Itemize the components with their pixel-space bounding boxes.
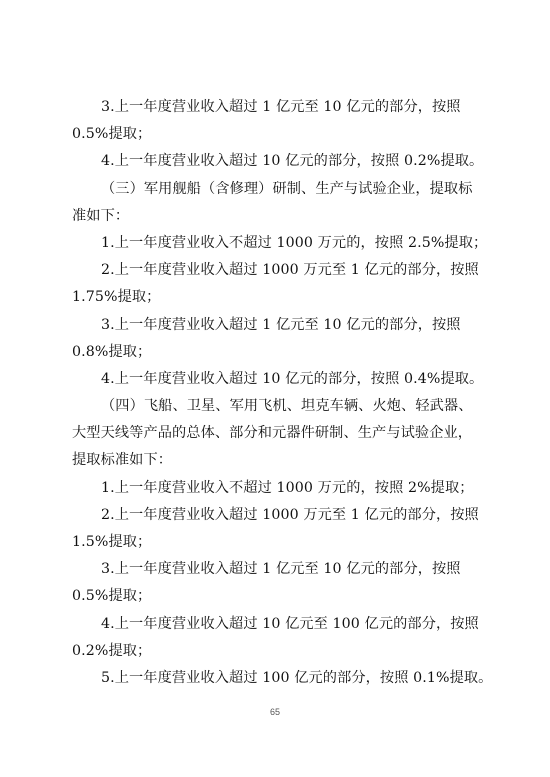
text-line: 3.上一年度营业收入超过 1 亿元至 10 亿元的部分，按照	[101, 99, 461, 115]
text-line: 1.75%提取；	[72, 289, 161, 306]
text-line: 5.上一年度营业收入超过 100 亿元的部分，按照 0.1%提取。	[101, 669, 493, 686]
text-line: 提取标准如下：	[72, 452, 173, 469]
section-heading-line: （四）飞船、卫星、军用飞机、坦克车辆、火炮、轻武器、	[101, 398, 473, 415]
text-line: 0.8%提取；	[72, 343, 152, 360]
document-body	[72, 94, 493, 692]
text-line: 4.上一年度营业收入超过 10 亿元的部分，按照 0.4%提取。	[101, 370, 484, 387]
text-line: 4.上一年度营业收入超过 10 亿元的部分，按照 0.2%提取。	[101, 153, 484, 170]
section-heading-line: （三）军用舰船（含修理）研制、生产与试验企业，提取标	[101, 180, 473, 197]
page-number: 65	[269, 707, 280, 717]
text-line: 大型天线等产品的总体、部分和元器件研制、生产与试验企业，	[72, 425, 473, 442]
text-line: 1.上一年度营业收入不超过 1000 万元的，按照 2.5%提取；	[101, 234, 488, 251]
text-line: 1.上一年度营业收入不超过 1000 万元的，按照 2%提取；	[101, 479, 474, 496]
text-line: 4.上一年度营业收入超过 10 亿元至 100 亿元的部分，按照	[101, 615, 479, 632]
text-line: 3.上一年度营业收入超过 1 亿元至 10 亿元的部分，按照	[101, 316, 461, 333]
text-line: 1.5%提取；	[72, 534, 152, 550]
text-line: 0.5%提取；	[72, 126, 152, 143]
text-line: 3.上一年度营业收入超过 1 亿元至 10 亿元的部分，按照	[101, 561, 461, 578]
text-line: 0.5%提取；	[72, 588, 152, 605]
text-line: 准如下：	[72, 207, 130, 224]
text-line: 0.2%提取；	[72, 642, 152, 659]
text-line: 2.上一年度营业收入超过 1000 万元至 1 亿元的部分，按照	[101, 262, 479, 279]
text-line: 2.上一年度营业收入超过 1000 万元至 1 亿元的部分，按照	[101, 506, 479, 523]
